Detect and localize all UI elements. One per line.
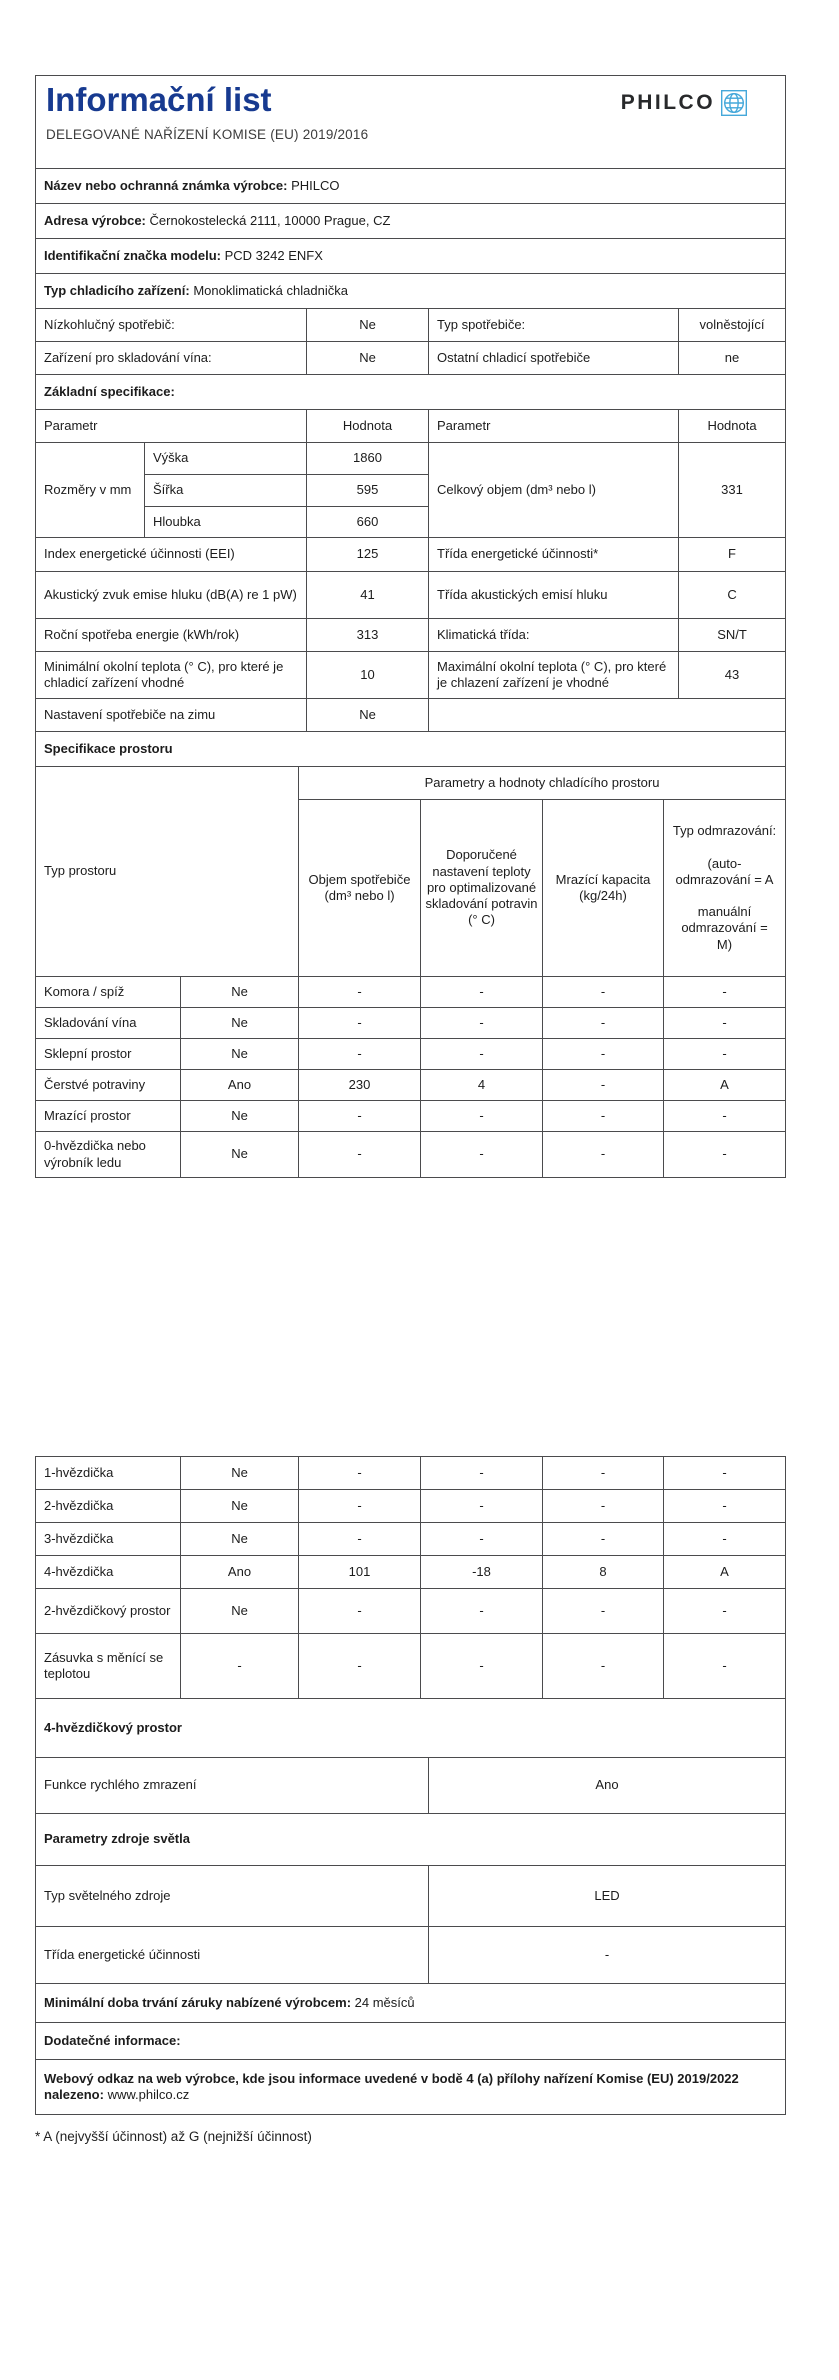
compartment-value: -18 xyxy=(421,1556,543,1589)
dimension-value: 595 xyxy=(307,475,429,507)
param-label: Index energetické účinnosti (EEI) xyxy=(36,538,307,572)
table-row xyxy=(36,1699,786,1758)
compartment-value: - xyxy=(664,1039,786,1070)
efficiency-footnote: * A (nejvyšší účinnost) až G (nejnižší účinnost) xyxy=(35,2129,312,2144)
compartment-present: Ano xyxy=(181,1556,299,1589)
compartment-name: Sklepní prostor xyxy=(36,1039,181,1070)
compartment-value: - xyxy=(664,1101,786,1132)
compartment-value: - xyxy=(543,1008,664,1039)
param-value: 331 xyxy=(679,443,786,538)
table-row xyxy=(36,2060,786,2115)
page-title: Informační list xyxy=(46,81,272,118)
compartment-value: - xyxy=(421,1132,543,1178)
param-label: Klimatická třída: xyxy=(429,619,679,652)
compartment-table xyxy=(35,732,786,1178)
param-label: Zařízení pro skladování vína: xyxy=(36,342,307,375)
empty-cell xyxy=(429,699,786,732)
compartment-name: Skladování vína xyxy=(36,1008,181,1039)
regulation-subtitle: DELEGOVANÉ NAŘÍZENÍ KOMISE (EU) 2019/2016 xyxy=(46,126,369,142)
compartment-value: - xyxy=(664,1008,786,1039)
compartment-row xyxy=(36,1490,786,1523)
column-header: Doporučené nastavení teploty pro optimalizované skladování potravin (° C) xyxy=(421,800,543,977)
param-value: C xyxy=(679,572,786,619)
dimension-name: Šířka xyxy=(145,475,307,507)
defrost-header-line: (auto-odmrazování = A xyxy=(675,855,774,887)
defrost-header-box xyxy=(668,815,781,961)
param-label: Třída energetické účinnosti xyxy=(36,1927,429,1984)
bottom-table xyxy=(35,1699,786,2115)
param-value: 41 xyxy=(307,572,429,619)
compartment-value: - xyxy=(299,1132,421,1178)
param-value: F xyxy=(679,538,786,572)
compartment-row xyxy=(36,1457,786,1490)
table-row xyxy=(36,2023,786,2060)
table-row xyxy=(36,309,786,342)
compartment-value: - xyxy=(664,1457,786,1490)
param-value: ne xyxy=(679,342,786,375)
model-id-cell xyxy=(36,239,786,274)
compartment-value: - xyxy=(299,1101,421,1132)
column-header: Objem spotřebiče (dm³ nebo l) xyxy=(299,800,421,977)
compartment-value: - xyxy=(664,1523,786,1556)
dimension-name: Výška xyxy=(145,443,307,475)
general-info-table xyxy=(35,75,786,732)
header-cell xyxy=(36,76,786,169)
param-label: Ostatní chladicí spotřebiče xyxy=(429,342,679,375)
param-value: 10 xyxy=(307,652,429,699)
warranty-cell xyxy=(36,1984,786,2023)
compartment-value: - xyxy=(664,1132,786,1178)
compartment-value: - xyxy=(299,1589,421,1634)
compartment-value: 4 xyxy=(421,1070,543,1101)
compartment-value: - xyxy=(421,1634,543,1699)
compartment-type-header: Typ prostoru xyxy=(36,767,299,977)
table-row xyxy=(36,652,786,699)
column-header: Parametr xyxy=(36,410,307,443)
compartment-value: - xyxy=(664,1490,786,1523)
compartment-present: Ne xyxy=(181,1589,299,1634)
table-row xyxy=(36,1866,786,1927)
compartment-value: - xyxy=(299,977,421,1008)
compartment-name: Zásuvka s měnící se teplotou xyxy=(36,1634,181,1699)
compartment-value: - xyxy=(543,1132,664,1178)
compartment-value: - xyxy=(299,1008,421,1039)
compartment-row xyxy=(36,1008,786,1039)
section-title-basic-spec: Základní specifikace: xyxy=(36,375,786,410)
compartment-row xyxy=(36,977,786,1008)
compartment-name: 0-hvězdička nebo výrobník ledu xyxy=(36,1132,181,1178)
param-value: 313 xyxy=(307,619,429,652)
table-row xyxy=(36,619,786,652)
field-value: Monoklimatická chladnička xyxy=(193,282,348,298)
philco-logo-text: PHILCO xyxy=(620,90,716,114)
field-label: Název nebo ochranná známka výrobce: xyxy=(44,177,288,193)
compartment-name: Komora / spíž xyxy=(36,977,181,1008)
param-label: Minimální okolní teplota (° C), pro které je chladicí zařízení vhodné xyxy=(36,652,307,699)
table-row xyxy=(36,1758,786,1814)
compartment-row xyxy=(36,1589,786,1634)
field-label: Adresa výrobce: xyxy=(44,212,146,228)
table-row xyxy=(36,443,786,475)
compartment-name: Čerstvé potraviny xyxy=(36,1070,181,1101)
table-row xyxy=(36,204,786,239)
compartment-value: - xyxy=(299,1634,421,1699)
header-top xyxy=(46,81,775,119)
param-value: 43 xyxy=(679,652,786,699)
dimension-value: 660 xyxy=(307,507,429,538)
param-value: Ano xyxy=(429,1758,786,1814)
compartment-value: - xyxy=(421,1008,543,1039)
compartment-value: - xyxy=(421,977,543,1008)
table-row xyxy=(36,239,786,274)
compartment-value: - xyxy=(543,1039,664,1070)
compartment-table-continued xyxy=(35,1456,786,1699)
compartment-group-header: Parametry a hodnoty chladícího prostoru xyxy=(299,767,786,800)
weblink-cell xyxy=(36,2060,786,2115)
column-header-defrost xyxy=(664,800,786,977)
column-header: Hodnota xyxy=(679,410,786,443)
column-header: Mrazící kapacita (kg/24h) xyxy=(543,800,664,977)
compartment-value: - xyxy=(543,1070,664,1101)
compartment-value: - xyxy=(421,1490,543,1523)
compartment-name: Mrazící prostor xyxy=(36,1101,181,1132)
compartment-present: Ne xyxy=(181,1101,299,1132)
compartment-value: - xyxy=(543,977,664,1008)
section-title-four-star: 4-hvězdičkový prostor xyxy=(36,1699,786,1758)
compartment-value: A xyxy=(664,1556,786,1589)
param-value: 125 xyxy=(307,538,429,572)
compartment-value: 8 xyxy=(543,1556,664,1589)
table-row xyxy=(36,1984,786,2023)
param-label: Nízkohlučný spotřebič: xyxy=(36,309,307,342)
field-label: Dodatečné informace: xyxy=(44,2032,181,2048)
table-row xyxy=(36,410,786,443)
compartment-value: - xyxy=(421,1101,543,1132)
param-label: Třída energetické účinnosti* xyxy=(429,538,679,572)
compartment-value: - xyxy=(543,1490,664,1523)
param-label: Roční spotřeba energie (kWh/rok) xyxy=(36,619,307,652)
compartment-present: Ne xyxy=(181,1132,299,1178)
param-label: Typ světelného zdroje xyxy=(36,1866,429,1927)
compartment-value: - xyxy=(421,1523,543,1556)
dimension-name: Hloubka xyxy=(145,507,307,538)
param-label: Maximální okolní teplota (° C), pro které je chlazení zařízení je vhodné xyxy=(429,652,679,699)
compartment-value: A xyxy=(664,1070,786,1101)
table-row xyxy=(36,375,786,410)
param-label: Třída akustických emisí hluku xyxy=(429,572,679,619)
column-header: Hodnota xyxy=(307,410,429,443)
table-row xyxy=(36,767,786,800)
compartment-value: - xyxy=(543,1101,664,1132)
appliance-type-cell xyxy=(36,274,786,309)
weblink-url: www.philco.cz xyxy=(107,2087,190,2102)
compartment-value: - xyxy=(421,1457,543,1490)
header-row xyxy=(36,76,786,169)
compartment-name: 4-hvězdička xyxy=(36,1556,181,1589)
defrost-header-line: Typ odmrazování: xyxy=(672,823,777,839)
compartment-value: - xyxy=(664,1589,786,1634)
table-row xyxy=(36,538,786,572)
table-row xyxy=(36,342,786,375)
globe-icon xyxy=(721,90,747,116)
compartment-value: - xyxy=(299,1457,421,1490)
compartment-present: Ne xyxy=(181,977,299,1008)
field-value: PHILCO xyxy=(291,177,340,193)
compartment-value: - xyxy=(543,1523,664,1556)
param-label: Akustický zvuk emise hluku (dB(A) re 1 pW) xyxy=(36,572,307,619)
compartment-name: 2-hvězdičkový prostor xyxy=(36,1589,181,1634)
compartment-value: - xyxy=(299,1523,421,1556)
compartment-name: 1-hvězdička xyxy=(36,1457,181,1490)
compartment-value: - xyxy=(664,977,786,1008)
param-label: Nastavení spotřebiče na zimu xyxy=(36,699,307,732)
column-header: Parametr xyxy=(429,410,679,443)
compartment-value: - xyxy=(543,1457,664,1490)
compartment-value: - xyxy=(299,1039,421,1070)
param-value: volněstojící xyxy=(679,309,786,342)
compartment-row xyxy=(36,1039,786,1070)
compartment-value: - xyxy=(299,1490,421,1523)
table-row xyxy=(36,572,786,619)
param-value: LED xyxy=(429,1866,786,1927)
compartment-present: Ne xyxy=(181,1523,299,1556)
information-sheet xyxy=(35,75,785,2144)
param-label: Typ spotřebiče: xyxy=(429,309,679,342)
compartment-value: - xyxy=(664,1634,786,1699)
compartment-row xyxy=(36,1556,786,1589)
philco-logo xyxy=(621,90,747,116)
compartment-present: Ne xyxy=(181,1008,299,1039)
param-label: Celkový objem (dm³ nebo l) xyxy=(429,443,679,538)
table-row xyxy=(36,169,786,204)
table-row xyxy=(36,699,786,732)
compartment-row xyxy=(36,1070,786,1101)
field-value: Černokostelecká 2111, 10000 Prague, CZ xyxy=(149,212,391,228)
defrost-header-line: manuální odmrazování = M) xyxy=(681,904,768,952)
compartment-present: Ano xyxy=(181,1070,299,1101)
compartment-present: Ne xyxy=(181,1039,299,1070)
table-row xyxy=(36,274,786,309)
compartment-present: Ne xyxy=(181,1490,299,1523)
page-break-gap xyxy=(35,1178,785,1456)
compartment-present: Ne xyxy=(181,1457,299,1490)
compartment-row xyxy=(36,1101,786,1132)
compartment-row xyxy=(36,1634,786,1699)
table-row xyxy=(36,1814,786,1866)
field-value: 24 měsíců xyxy=(354,1994,415,2010)
param-value: SN/T xyxy=(679,619,786,652)
compartment-present: - xyxy=(181,1634,299,1699)
param-value: Ne xyxy=(307,309,429,342)
compartment-name: 2-hvězdička xyxy=(36,1490,181,1523)
param-value: Ne xyxy=(307,699,429,732)
compartment-value: - xyxy=(543,1589,664,1634)
compartment-value: - xyxy=(543,1634,664,1699)
compartment-value: 101 xyxy=(299,1556,421,1589)
section-title-compartment: Specifikace prostoru xyxy=(36,732,786,767)
param-label: Funkce rychlého zmrazení xyxy=(36,1758,429,1814)
table-row xyxy=(36,732,786,767)
field-value: PCD 3242 ENFX xyxy=(224,247,323,263)
manufacturer-address-cell xyxy=(36,204,786,239)
additional-info-cell xyxy=(36,2023,786,2060)
field-label: Typ chladicího zařízení: xyxy=(44,282,190,298)
field-label: Minimální doba trvání záruky nabízené výrobcem: xyxy=(44,1994,352,2010)
compartment-value: - xyxy=(421,1589,543,1634)
compartment-name: 3-hvězdička xyxy=(36,1523,181,1556)
compartment-value: 230 xyxy=(299,1070,421,1101)
field-label: Identifikační značka modelu: xyxy=(44,247,221,263)
dimensions-label: Rozměry v mm xyxy=(36,443,145,538)
compartment-row xyxy=(36,1523,786,1556)
dimension-value: 1860 xyxy=(307,443,429,475)
table-row xyxy=(36,1927,786,1984)
compartment-value: - xyxy=(421,1039,543,1070)
param-value: Ne xyxy=(307,342,429,375)
field-label: Webový odkaz na web výrobce, kde jsou informace uvedené v bodě 4 (a) přílohy nařízení Komise (EU) 2019/2022 nalezeno: xyxy=(44,2070,739,2102)
section-title-light-source: Parametry zdroje světla xyxy=(36,1814,786,1866)
param-value: - xyxy=(429,1927,786,1984)
compartment-row xyxy=(36,1132,786,1178)
manufacturer-name-cell xyxy=(36,169,786,204)
